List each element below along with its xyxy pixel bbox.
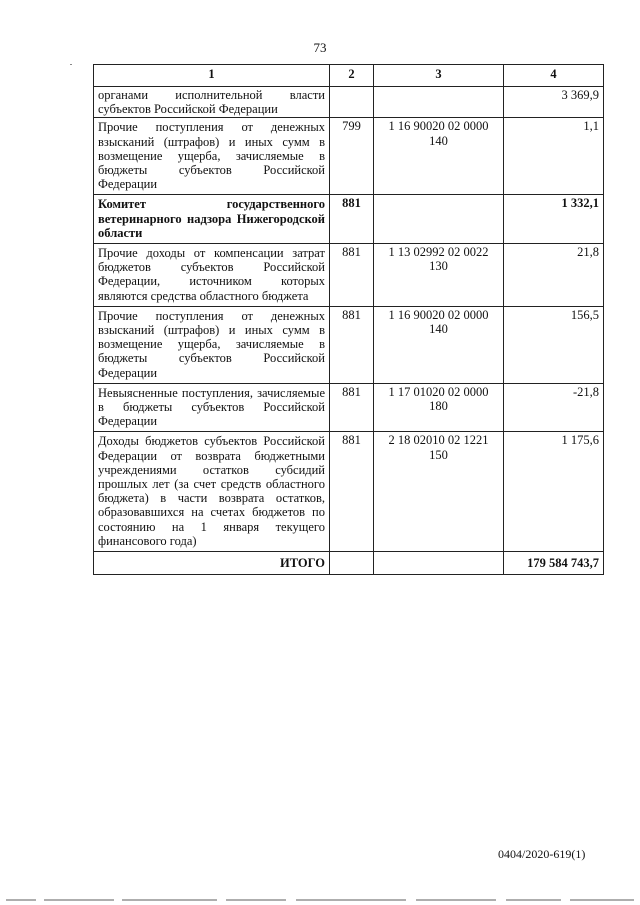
total-row [94, 552, 604, 575]
row-name: Прочие доходы от компенсации затрат бюджетов субъектов Российской Федерации, источником которых являются средства областного бюджета [94, 244, 330, 307]
row-amount: -21,8 [504, 383, 604, 432]
row-admin-code [330, 87, 374, 118]
row-admin-code: 881 [330, 195, 374, 244]
row-admin-code: 881 [330, 306, 374, 383]
document-id: 0404/2020-619(1) [498, 847, 586, 861]
row-amount: 1,1 [504, 118, 604, 195]
table-row [94, 244, 604, 307]
row-name: Прочие поступления от денежных взысканий (штрафов) и иных сумм в возмещение ущерба, зачисляемые в бюджеты субъектов Российской Федерации [94, 118, 330, 195]
total-empty-cell [374, 552, 504, 575]
row-budget-code: 2 18 02010 02 1221 150 [374, 432, 504, 552]
row-admin-code: 881 [330, 432, 374, 552]
row-amount: 156,5 [504, 306, 604, 383]
row-admin-code: 881 [330, 244, 374, 307]
row-name: Комитет государственного ветеринарного надзора Нижегородской области [94, 195, 330, 244]
header-row [94, 65, 604, 87]
table-row [94, 383, 604, 432]
row-name: органами исполнительной власти субъектов Российской Федерации [94, 87, 330, 118]
header-col-3: 3 [374, 65, 504, 87]
row-budget-code [374, 195, 504, 244]
row-budget-code: 1 17 01020 02 0000 180 [374, 383, 504, 432]
row-amount: 1 332,1 [504, 195, 604, 244]
row-name: Прочие поступления от денежных взысканий (штрафов) и иных сумм в возмещение ущерба, зачисляемые в бюджеты субъектов Российской Федерации [94, 306, 330, 383]
total-empty-cell [330, 552, 374, 575]
row-budget-code: 1 16 90020 02 0000 140 [374, 118, 504, 195]
row-name: Доходы бюджетов субъектов Российской Федерации от возврата бюджетными учреждениями остатков субсидий прошлых лет (за счет средств областного бюджета) в части возврата остатков, образовавшихся на счетах бюджетов по состоянию на 1 января текущего финансового года) [94, 432, 330, 552]
total-amount: 179 584 743,7 [504, 552, 604, 575]
revenue-table [93, 64, 604, 575]
row-budget-code: 1 13 02992 02 0022 130 [374, 244, 504, 307]
table-row [94, 118, 604, 195]
row-budget-code: 1 16 90020 02 0000 140 [374, 306, 504, 383]
table-row-section [94, 195, 604, 244]
row-budget-code [374, 87, 504, 118]
total-label: ИТОГО [94, 552, 330, 575]
header-col-2: 2 [330, 65, 374, 87]
table-row [94, 87, 604, 118]
row-admin-code: 881 [330, 383, 374, 432]
row-amount: 21,8 [504, 244, 604, 307]
scan-footer-noise [0, 896, 640, 905]
header-col-4: 4 [504, 65, 604, 87]
table-row [94, 432, 604, 552]
row-amount: 1 175,6 [504, 432, 604, 552]
page-number: 73 [313, 40, 327, 55]
row-name: Невыясненные поступления, зачисляемые в бюджеты субъектов Российской Федерации [94, 383, 330, 432]
header-col-1: 1 [94, 65, 330, 87]
scan-mark [70, 64, 72, 65]
row-admin-code: 799 [330, 118, 374, 195]
table-row [94, 306, 604, 383]
row-amount: 3 369,9 [504, 87, 604, 118]
